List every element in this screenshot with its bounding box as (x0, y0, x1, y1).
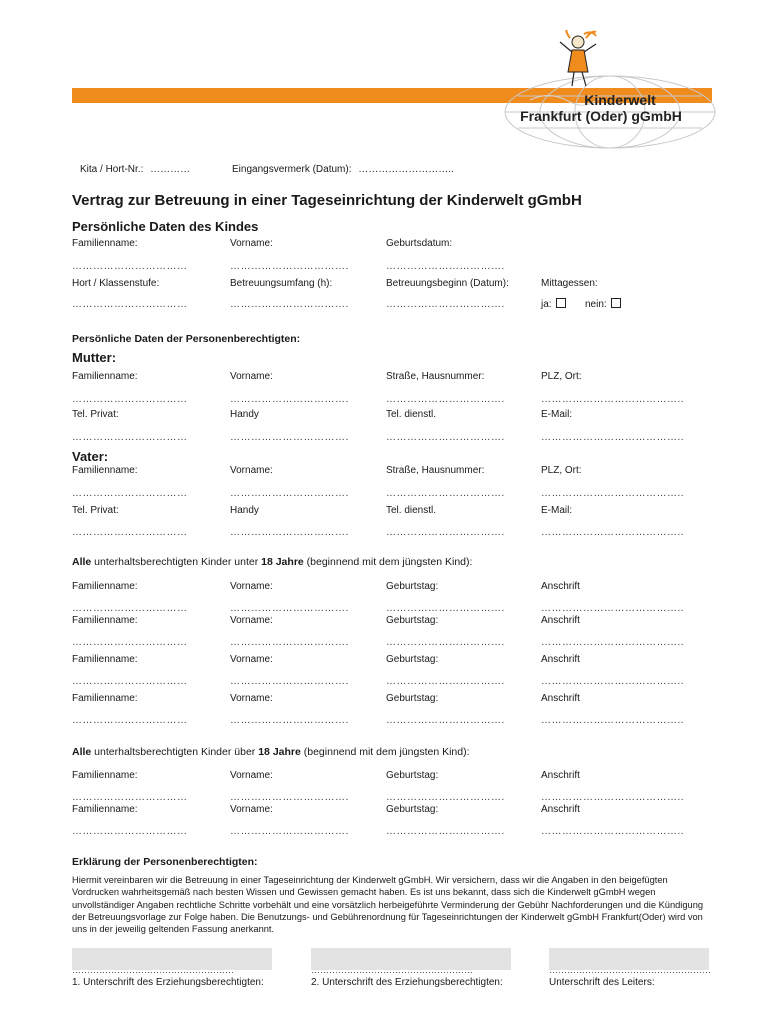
mutter-plz-label: PLZ, Ort: (541, 371, 582, 382)
unter18-age: 18 Jahre (261, 556, 304, 568)
kind-unter18-anschrift-field[interactable]: ………………………………….. (541, 676, 685, 687)
vater-strasse-field[interactable]: ……………………………. (386, 488, 505, 499)
mittagessen-ja[interactable] (541, 298, 566, 310)
kind-umfang-label: Betreuungsumfang (h): (230, 278, 333, 289)
section-mutter-heading: Mutter: (72, 350, 117, 365)
kind-ueber18-geburtstag-label: Geburtstag: (386, 770, 439, 781)
kind-ueber18-geburtstag-label: Geburtstag: (386, 804, 439, 815)
kind-unter18-familienname-field[interactable]: …………………………… (72, 603, 188, 614)
eingangsvermerk-label: Eingangsvermerk (Datum): (232, 164, 352, 175)
mutter-strasse-label: Straße, Hausnummer: (386, 371, 485, 382)
kind-mittagessen-label: Mittagessen: (541, 278, 598, 289)
vater-plz-label: PLZ, Ort: (541, 465, 582, 476)
kind-vorname-field[interactable]: ……………………………. (230, 261, 349, 272)
kinderwelt-logo (500, 30, 720, 150)
kind-geburtsdatum-label: Geburtsdatum: (386, 238, 453, 249)
kind-unter18-familienname-label: Familienname: (72, 615, 138, 626)
vater-handy-label: Handy (230, 505, 259, 516)
signature-label-1: 1. Unterschrift des Erziehungsberechtigten: (72, 977, 264, 988)
kind-unter18-anschrift-field[interactable]: ………………………………….. (541, 637, 685, 648)
mittagessen-nein[interactable] (585, 298, 621, 310)
vater-tel-privat-field[interactable]: …………………………… (72, 527, 188, 538)
eingangsvermerk-dots: ……………………….. (358, 164, 454, 175)
kind-familienname-label: Familienname: (72, 238, 138, 249)
kind-unter18-vorname-label: Vorname: (230, 615, 273, 626)
mutter-familienname-label: Familienname: (72, 371, 138, 382)
kind-geburtsdatum-field[interactable]: ……………………………. (386, 261, 505, 272)
kind-ueber18-familienname-field[interactable]: …………………………… (72, 792, 188, 803)
kind-unter18-geburtstag-label: Geburtstag: (386, 615, 439, 626)
kind-ueber18-vorname-field[interactable]: ……………………………. (230, 826, 349, 837)
kind-unter18-vorname-field[interactable]: ……………………………. (230, 637, 349, 648)
kita-nr-label: Kita / Hort-Nr.: (80, 164, 144, 175)
vater-tel-privat-label: Tel. Privat: (72, 505, 119, 516)
signature-label-2: 2. Unterschrift des Erziehungsberechtigten: (311, 977, 503, 988)
vater-email-label: E-Mail: (541, 505, 573, 516)
ueber18-text-b: (beginnend mit dem jüngsten Kind): (300, 746, 470, 758)
unter18-alle: Alle (72, 556, 92, 568)
logo-line2: Frankfurt (Oder) gGmbH (520, 108, 682, 124)
vater-email-field[interactable]: ………………………………….. (541, 527, 685, 538)
kita-nr-dots: ………… (150, 164, 191, 175)
kind-unter18-anschrift-label: Anschrift (541, 654, 580, 665)
vater-familienname-field[interactable]: …………………………… (72, 488, 188, 499)
kind-ueber18-vorname-label: Vorname: (230, 804, 273, 815)
section-erklaerung-heading: Erklärung der Personenberechtigten: (72, 856, 258, 868)
vater-vorname-label: Vorname: (230, 465, 273, 476)
kind-unter18-geburtstag-label: Geburtstag: (386, 693, 439, 704)
kind-unter18-anschrift-label: Anschrift (541, 615, 580, 626)
vater-handy-field[interactable]: ……………………………. (230, 527, 349, 538)
vater-familienname-label: Familienname: (72, 465, 138, 476)
mutter-tel-privat-label: Tel. Privat: (72, 409, 119, 420)
mittagessen-ja-label: ja: (541, 299, 552, 310)
mutter-handy-label: Handy (230, 409, 259, 420)
kind-unter18-geburtstag-label: Geburtstag: (386, 654, 439, 665)
kind-ueber18-familienname-label: Familienname: (72, 804, 138, 815)
kind-ueber18-anschrift-field[interactable]: ………………………………….. (541, 826, 685, 837)
kind-unter18-familienname-field[interactable]: …………………………… (72, 715, 188, 726)
mutter-tel-dienstl-field[interactable]: ……………………………. (386, 432, 505, 443)
ueber18-age: 18 Jahre (258, 746, 301, 758)
ueber18-text-a: unterhaltsberechtigten Kinder über (91, 746, 259, 758)
unter18-text-b: (beginnend mit dem jüngsten Kind): (303, 556, 473, 568)
kind-ueber18-vorname-field[interactable]: ……………………………. (230, 792, 349, 803)
signature-dots-1: ……………………………………………… (72, 965, 234, 975)
kind-unter18-vorname-field[interactable]: ……………………………. (230, 676, 349, 687)
kind-beginn-label: Betreuungsbeginn (Datum): (386, 278, 509, 289)
kind-hort-field[interactable]: …………………………… (72, 299, 188, 310)
kind-unter18-geburtstag-field[interactable]: ……………………………. (386, 676, 505, 687)
mutter-email-label: E-Mail: (541, 409, 573, 420)
unter18-heading (72, 556, 472, 568)
mutter-handy-field[interactable]: ……………………………. (230, 432, 349, 443)
kind-unter18-anschrift-field[interactable]: ………………………………….. (541, 603, 685, 614)
kind-ueber18-familienname-field[interactable]: …………………………… (72, 826, 188, 837)
mutter-vorname-label: Vorname: (230, 371, 273, 382)
mutter-vorname-field[interactable]: ……………………………. (230, 394, 349, 405)
kind-hort-label: Hort / Klassenstufe: (72, 278, 160, 289)
mutter-plz-field[interactable]: ………………………………….. (541, 394, 685, 405)
kind-unter18-familienname-label: Familienname: (72, 581, 138, 592)
kind-ueber18-anschrift-label: Anschrift (541, 770, 580, 781)
mutter-familienname-field[interactable]: …………………………… (72, 394, 188, 405)
mittagessen-nein-checkbox[interactable] (611, 298, 621, 308)
kind-unter18-geburtstag-field[interactable]: ……………………………. (386, 637, 505, 648)
kind-unter18-familienname-field[interactable]: …………………………… (72, 676, 188, 687)
kind-ueber18-geburtstag-field[interactable]: ……………………………. (386, 792, 505, 803)
signature-dots-3: ……………………………………………… (549, 965, 711, 975)
kind-unter18-geburtstag-label: Geburtstag: (386, 581, 439, 592)
kind-ueber18-anschrift-field[interactable]: ………………………………….. (541, 792, 685, 803)
kind-ueber18-anschrift-label: Anschrift (541, 804, 580, 815)
mutter-tel-privat-field[interactable]: …………………………… (72, 432, 188, 443)
kind-unter18-vorname-label: Vorname: (230, 693, 273, 704)
kind-unter18-geburtstag-field[interactable]: ……………………………. (386, 603, 505, 614)
ueber18-heading (72, 746, 470, 758)
kind-unter18-familienname-label: Familienname: (72, 654, 138, 665)
mittagessen-ja-checkbox[interactable] (556, 298, 566, 308)
vater-plz-field[interactable]: ………………………………….. (541, 488, 685, 499)
mutter-strasse-field[interactable]: ……………………………. (386, 394, 505, 405)
kind-unter18-vorname-label: Vorname: (230, 581, 273, 592)
logo-line1: Kinderwelt (584, 92, 656, 108)
kind-unter18-vorname-label: Vorname: (230, 654, 273, 665)
signature-dots-2: ……………………………………………… (311, 965, 473, 975)
signature-label-3: Unterschrift des Leiters: (549, 977, 655, 988)
section-berechtigte-heading: Persönliche Daten der Personenberechtigten: (72, 333, 301, 345)
vater-tel-dienstl-label: Tel. dienstl. (386, 505, 437, 516)
kind-ueber18-vorname-label: Vorname: (230, 770, 273, 781)
kind-ueber18-familienname-label: Familienname: (72, 770, 138, 781)
ueber18-alle: Alle (72, 746, 92, 758)
kind-unter18-familienname-field[interactable]: …………………………… (72, 637, 188, 648)
kind-umfang-field[interactable]: ……………………………. (230, 299, 349, 310)
kind-unter18-vorname-field[interactable]: ……………………………. (230, 715, 349, 726)
kind-vorname-label: Vorname: (230, 238, 273, 249)
erklaerung-text: Hiermit vereinbaren wir die Betreuung in einer Tageseinrichtung der Kinderwelt gGmbH. Wir versichern, dass wir die Angaben in den beigefügten Vordrucken wahrheitsgemäß nach besten Wissen und Gewissen gemacht haben. Es ist uns bekannt, dass sich die Kinderwelt gGmbH wegen unvollständiger Angaben rechtliche Schritte vorbehält und eine vorsätzlich herbeigeführte Verminderung der Gebühr Nachforderungen und die Kündigung der Betreuungsvorlage zur Folge haben. Die Benutzungs- und Gebührenordnung für Tageseinrichtungen der Kinderwelt gGmbH Frankfurt(Oder) wird von uns in der jeweilig geltenden Fassung anerkannt. (72, 875, 704, 935)
kind-beginn-field[interactable]: ……………………………. (386, 299, 505, 310)
unter18-text-a: unterhaltsberechtigten Kinder unter (91, 556, 262, 568)
mittagessen-nein-label: nein: (585, 299, 607, 310)
kind-unter18-anschrift-label: Anschrift (541, 581, 580, 592)
kind-familienname-field[interactable]: …………………………… (72, 261, 188, 272)
mutter-email-field[interactable]: ………………………………….. (541, 432, 685, 443)
kind-unter18-familienname-label: Familienname: (72, 693, 138, 704)
vater-tel-dienstl-field[interactable]: ……………………………. (386, 527, 505, 538)
kind-unter18-geburtstag-field[interactable]: ……………………………. (386, 715, 505, 726)
kind-ueber18-geburtstag-field[interactable]: ……………………………. (386, 826, 505, 837)
section-kind-heading: Persönliche Daten des Kindes (72, 219, 259, 234)
section-vater-heading: Vater: (72, 449, 109, 464)
kind-unter18-anschrift-label: Anschrift (541, 693, 580, 704)
kind-unter18-anschrift-field[interactable]: ………………………………….. (541, 715, 685, 726)
vater-vorname-field[interactable]: ……………………………. (230, 488, 349, 499)
kind-unter18-vorname-field[interactable]: ……………………………. (230, 603, 349, 614)
kita-nr-field[interactable] (80, 164, 190, 175)
vater-strasse-label: Straße, Hausnummer: (386, 465, 485, 476)
mutter-tel-dienstl-label: Tel. dienstl. (386, 409, 437, 420)
document-title: Vertrag zur Betreuung in einer Tageseinrichtung der Kinderwelt gGmbH (72, 192, 582, 209)
eingangsvermerk-field[interactable] (232, 164, 454, 175)
